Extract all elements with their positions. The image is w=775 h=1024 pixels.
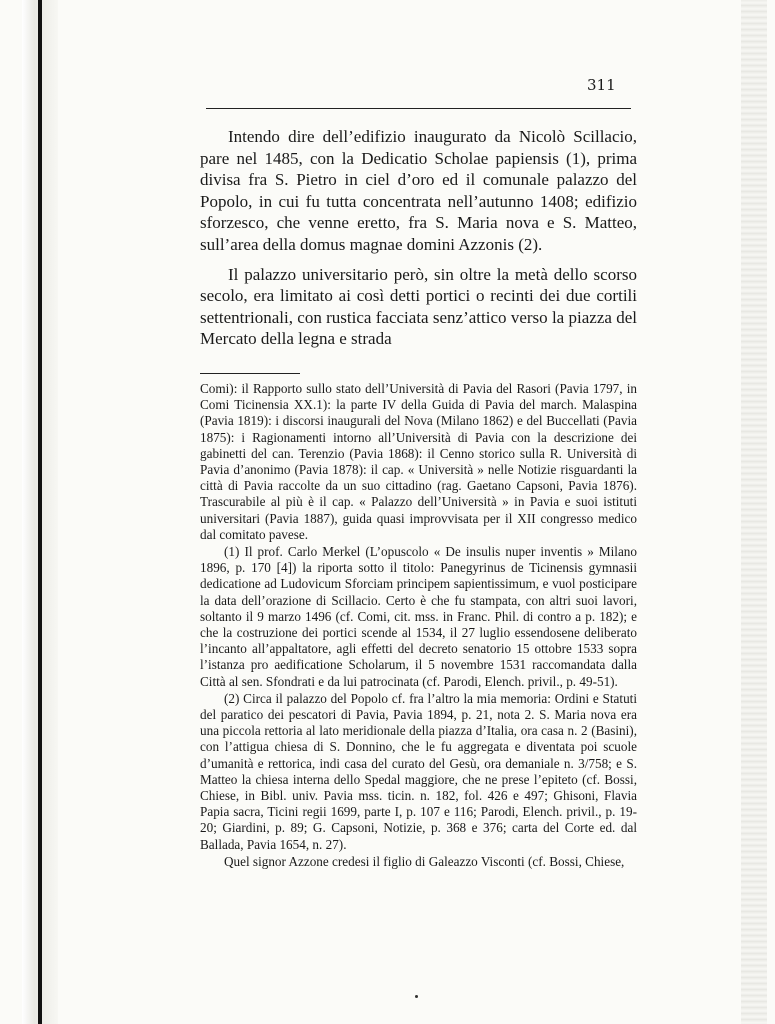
body-paragraph: Intendo dire dell’edifizio inaugurato da Nicolò Scillacio, pare nel 1485, con la Dedicatio Scholae papiensis (1), prima divisa fra S. Pietro in ciel d’oro ed il comunale palazzo del Popolo, in cui fu tutta concentrata nell’autunno 1408; edifizio sforzesco, che venne eretto, fra S. Maria nova e S. Matteo, sull’area della domus magnae domini Azzonis (2).	[200, 127, 637, 254]
book-spine-edge	[38, 0, 42, 1024]
footnote-continuation: Comi): il Rapporto sullo stato dell’Università di Pavia del Rasori (Pavia 1797, in Comi Ticinensia XX.1): la parte IV della Guida di Pavia del march. Malaspina (Pavia 1819): i discorsi inaugurali del Nova (Milano 1862) e del Buccellati (Pavia 1875): i Ragionamenti intorno all’Università di Pavia con la descrizione dei gabinetti del can. Terenzio (Pavia 1868): il Cenno storico sulla R. Università di Pavia d’anonimo (Pavia 1878): il cap. « Università » nelle Notizie risguardanti la città di Pavia raccolte da un suo cittadino (rag. Gaetano Capsoni, Pavia 1876). Trascurabile al più è il cap. « Palazzo dell’Università » in Pavia e suoi istituti universitari (Pavia 1887), guida quasi improvvisata per il XII congresso medico dal comitato pavese.	[200, 381, 637, 542]
page-edge-texture	[741, 0, 767, 1024]
footnote-1: (1) Il prof. Carlo Merkel (L’opuscolo « De insulis nuper inventis » Milano 1896, p. 170 [4]) la riporta sotto il titolo: Panegyrinus de Ticinensis gymnasii dedicatione ad Ludovicum Sforciam principem sapientissimum, e vuol posticipare la data dell’orazione di Scillacio. Certo è che fu stampata, con altri suoi lavori, soltanto il 9 marzo 1496 (cf. Comi, cit. mss. in Franc. Phil. di contro a p. 182); e che la costruzione dei portici scende al 1534, il 27 luglio essendosene deliberato l’incanto all’appaltatore, agli effetti del decreto senatorio 15 ottobre 1533 sopra l’istanza pro aedificatione Scholarum, il 5 novembre 1531 raccomandata dalla Città al sen. Sfondrati e da lui patrocinata (cf. Parodi, Elench. privil., p. 49-51).	[200, 544, 637, 689]
footnotes	[200, 381, 637, 870]
header-rule	[206, 108, 631, 109]
footnote-separator	[200, 373, 300, 374]
body-paragraph: Il palazzo universitario però, sin oltre la metà dello scorso secolo, era limitato ai così detti portici o recinti dei due cortili settentrionali, con rustica facciata senz’attico verso la piazza del Mercato della legna e strada	[200, 264, 637, 349]
page-number: 311	[587, 76, 616, 94]
footnote-2: (2) Circa il palazzo del Popolo cf. fra l’altro la mia memoria: Ordini e Statuti del paratico dei pescatori di Pavia, Pavia 1894, p. 21, nota 2. S. Maria nova era una piccola rettoria al lato meridionale della piazza d’Italia, ora casa n. 2 (Basini), con l’attigua chiesa di S. Donnino, che le fu aggregata e diventata poi scuole d’umanità e rettorica, indi casa del curato del Gesù, ora demaniale n. 3/758; e S. Matteo la chiesa interna dello Spedal maggiore, che ne prese l’epiteto (cf. Bossi, Chiese, in Bibl. univ. Pavia mss. ticin. n. 182, fol. 426 e 497; Ghisoni, Flavia Papia sacra, Ticini regii 1699, parte I, p. 107 e 116; Parodi, Elench. privil., p. 19-20; Giardini, p. 89; G. Capsoni, Notizie, p. 368 e 376; carta del Corte ed. dal Ballada, Pavia 1654, n. 27).	[200, 690, 637, 852]
ink-speck	[415, 995, 418, 998]
footnote-continuation-last: Quel signor Azzone credesi il figlio di Galeazzo Visconti (cf. Bossi, Chiese,	[224, 853, 625, 869]
main-text	[200, 126, 637, 350]
